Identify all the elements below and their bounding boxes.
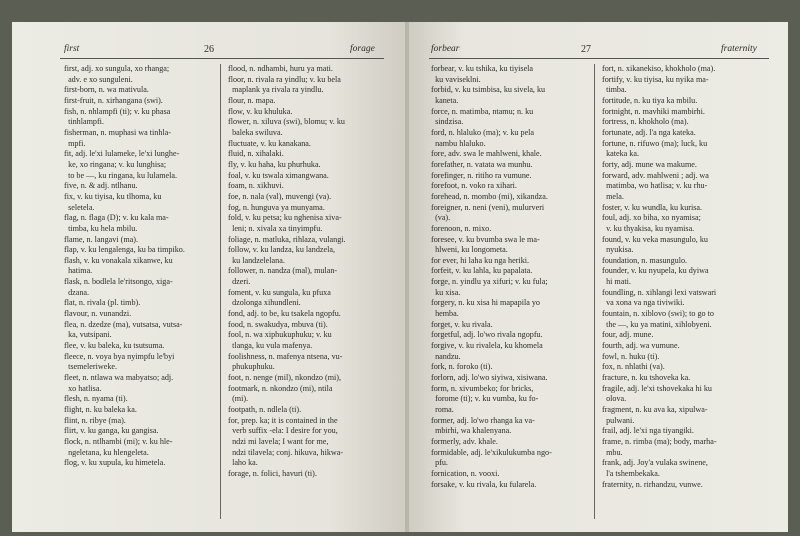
dictionary-line: forget, v. ku rivala. [431, 319, 493, 329]
dictionary-line: (va). [431, 213, 451, 223]
left-page-column-2 [228, 64, 346, 480]
dictionary-line: fortress, n. khokholo (ma). [602, 117, 689, 127]
dictionary-line: timba, ku hela mbilu. [64, 223, 138, 233]
header-rule [429, 58, 769, 59]
dictionary-line: follow, v. ku landza, ku landzela, [228, 245, 336, 255]
dictionary-line: flame, n. langavi (ma). [64, 234, 138, 244]
dictionary-line: flood, n. ndhambi, huru ya mati. [228, 64, 333, 73]
dictionary-line: floor, n. rivala ra yindlu; v. ku bela [228, 74, 341, 84]
dictionary-line: flower, n. xiluva (swi), blomu; v. ku [228, 117, 345, 127]
dictionary-line: ndzi tilavela; conj. hikuva, hikwa- [228, 447, 344, 457]
dictionary-line: fortify, v. ku tiyisa, ku nyika ma- [602, 74, 709, 84]
dictionary-line: flesh, n. nyama (ti). [64, 394, 128, 404]
dictionary-line: nyukisa. [602, 245, 634, 255]
dictionary-line: pfu. [431, 458, 448, 468]
dictionary-line: fool, n. wa xiphukuphuku; v. ku [228, 330, 332, 340]
dictionary-line: for, prep. ka; it is contained in the [228, 415, 338, 425]
left-page-header-first: first [64, 44, 80, 54]
dictionary-line: fortune, n. rifuwo (ma); luck, ku [602, 138, 708, 148]
dictionary-line: timba. [602, 85, 627, 95]
dictionary-line: fog, n. hunguva ya munyama. [228, 202, 325, 212]
dictionary-line: flint, n. ribye (ma). [64, 415, 126, 425]
dictionary-line: tlanga, ku vula mafenya. [228, 341, 313, 351]
dictionary-line: hatima. [64, 266, 93, 276]
dictionary-line: mbirhi, wa khalenyana. [431, 426, 512, 436]
dictionary-line: frank, adj. Joy'a vulaka swinene, [602, 458, 708, 468]
dictionary-line: forage, n. folici, havuri (ti). [228, 468, 317, 478]
dictionary-line: fraternity, n. rirhandzu, vunwe. [602, 479, 703, 489]
dictionary-line: fountain, n. xiblovo (swi); to go to [602, 309, 714, 319]
dictionary-line: forlorn, adj. lo'wo siyiwa, xisiwana. [431, 373, 548, 383]
dictionary-line: follower, n. nandza (mal), mulan- [228, 266, 338, 276]
left-page-number: 26 [204, 44, 214, 55]
dictionary-line: foam, n. xikhuvi. [228, 181, 284, 191]
right-page [409, 22, 788, 532]
dictionary-line: l'a tshembekaka. [602, 468, 660, 478]
dictionary-line: fort, n. xikanekiso, khokholo (ma). [602, 64, 716, 73]
dictionary-line: founder, v. ku nyupela, ku dyiwa [602, 266, 709, 276]
dictionary-line: flea, n. dzedze (ma), vutsatsa, vutsa- [64, 319, 183, 329]
dictionary-line: mbu. [602, 447, 623, 457]
dictionary-line: foe, n. nala (val), muvengi (va). [228, 191, 332, 201]
dictionary-line: foster, v. ku wundla, ku kurisa. [602, 202, 703, 212]
dictionary-line: baleka swiluva. [228, 127, 283, 137]
dictionary-line: foreigner, n. neni (veni), mulurveri [431, 202, 545, 212]
dictionary-line: ndzi mi lavela; I want for me, [228, 436, 329, 446]
dictionary-line: tinhlampfi. [64, 117, 104, 127]
dictionary-line: forgetful, adj. lo'wo rivala ngopfu. [431, 330, 543, 340]
dictionary-line: force, n. matimba, ntamu; n. ku [431, 106, 534, 116]
dictionary-line: formidable, adj. le'xikulukumba ngo- [431, 447, 552, 457]
dictionary-line: fragment, n. ku ava ka, xipulwa- [602, 405, 708, 414]
dictionary-line: ku landzelelana. [228, 255, 285, 265]
dictionary-line: footmark, n. nkondzo (mi), ntila [228, 383, 333, 393]
left-page-column-1 [64, 64, 185, 469]
dictionary-line: fluctuate, v. ku kanakana. [228, 138, 311, 148]
dictionary-line: four, adj. mune. [602, 330, 654, 340]
dictionary-line: roma. [431, 405, 454, 414]
left-page-header-last: forage [350, 44, 375, 54]
dictionary-line: forehead, n. mombo (mi), xikandza. [431, 191, 548, 201]
right-page-column-2 [602, 64, 717, 490]
dictionary-line: flee, v. ku baleka, ku tsutsuma. [64, 341, 165, 351]
dictionary-line: flag, n. flaga (D); v. ku kala ma- [64, 213, 169, 223]
dictionary-line: to be —, ku ringana, ku lulamela. [64, 170, 178, 180]
dictionary-line: fracture, n. ku tshoveka ka. [602, 373, 691, 383]
dictionary-line: forgive, v. ku rivalela, ku khomela [431, 341, 543, 351]
dictionary-line: forge, n. yindlu ya xifuri; v. ku fula; [431, 277, 548, 287]
dictionary-line: flash, v. ku vonakala xikanwe, ku [64, 255, 173, 265]
dictionary-line: ku vaviseklni. [431, 74, 481, 84]
dictionary-line: foresee, v. ku bvumba swa le ma- [431, 234, 540, 244]
dictionary-line: phukuphuku. [228, 362, 275, 372]
dictionary-line: fish, n. nhlampfi (ti); v. ku phasa [64, 106, 171, 116]
dictionary-line: va xona va nga tiviwiki. [602, 298, 685, 308]
dictionary-line: v. ku thyakisa, ku nyamisa. [602, 223, 695, 233]
dictionary-line: ngeletana, ku hlengeleta. [64, 447, 149, 457]
dictionary-line: adv. e xo sunguleni. [64, 74, 133, 84]
dictionary-line: foundation, n. masungulo. [602, 255, 688, 265]
dictionary-line: dzolonga xihundleni. [228, 298, 301, 308]
dictionary-line: fortitude, n. ku tiya ka mbilu. [602, 95, 698, 105]
dictionary-line: laho ka. [228, 458, 258, 468]
left-page [12, 22, 407, 532]
dictionary-line: hi mati. [602, 277, 631, 287]
dictionary-line: fore, adv. swa le mahlweni, khale. [431, 149, 542, 159]
dictionary-line: fond, adj. to be, ku tsakela ngopfu. [228, 309, 341, 319]
dictionary-line: foliage, n. matluka, rihlaza, vulangi. [228, 234, 346, 244]
dictionary-line: forenoon, n. mixo. [431, 223, 492, 233]
dictionary-line: footpath, n. ndlela (ti). [228, 405, 302, 414]
dictionary-line: forsake, v. ku rivala, ku fularela. [431, 479, 537, 489]
dictionary-line: forbid, v. ku tsimbisa, ku sivela, ku [431, 85, 546, 95]
dictionary-line: ku xisa. [431, 287, 461, 297]
dictionary-line: kaneta. [431, 95, 459, 105]
dictionary-line: flat, n. rivala (pl. timb). [64, 298, 141, 308]
dictionary-line: for ever, hi laha ku nga heriki. [431, 255, 530, 265]
dictionary-line: form, n. xivumbeko; for bricks, [431, 383, 534, 393]
dictionary-line: seletela. [64, 202, 95, 212]
dictionary-line: tsemeleriweke. [64, 362, 118, 372]
dictionary-line: maplank ya rivala ra yindlu. [228, 85, 324, 95]
dictionary-line: fortnight, n. mavhiki mambirhi. [602, 106, 705, 116]
dictionary-line: first-born, n. wa mativula. [64, 85, 149, 95]
dictionary-line: mela. [602, 191, 624, 201]
dictionary-line: frame, n. rimba (ma); body, marha- [602, 436, 717, 446]
dictionary-line: leni; n. xivala xa tinyimpfu. [228, 223, 323, 233]
dictionary-line: flavour, n. vunandzi. [64, 309, 132, 319]
dictionary-line: fourth, adj. wa vumune. [602, 341, 680, 351]
dictionary-line: (mi). [228, 394, 249, 404]
dictionary-line: formerly, adv. khale. [431, 436, 498, 446]
dictionary-line: foul, adj. xo biha, xo nyamisa; [602, 213, 701, 223]
right-page-column-1 [431, 64, 552, 490]
right-page-number: 27 [581, 44, 591, 55]
dictionary-line: foot, n. nenge (mil), nkondzo (mi), [228, 373, 342, 383]
dictionary-line: fly, v. ku haha, ku phurhuka. [228, 159, 321, 169]
dictionary-line: pulwani. [602, 415, 635, 425]
dictionary-line: fisherman, n. muphasi wa tinhla- [64, 127, 171, 137]
dictionary-line: first-fruit, n. xirhangana (swi). [64, 95, 163, 105]
dictionary-line: forfeit, v. ku lahla, ku papalata. [431, 266, 533, 276]
dictionary-line: dzana. [64, 287, 90, 297]
dictionary-line: foal, v. ku tswala ximangwana. [228, 170, 329, 180]
right-page-header-first: forbear [431, 44, 460, 54]
dictionary-line: ke, xo ringana; v. ku lunghisa; [64, 159, 167, 169]
dictionary-line: forgery, n. ku xisa hi mapapila yo [431, 298, 540, 308]
dictionary-line: xo hatlisa. [64, 383, 102, 393]
dictionary-line: hlweni, ku longometa. [431, 245, 508, 255]
dictionary-line: fowl, n. huku (ti). [602, 351, 660, 361]
dictionary-line: dzeri. [228, 277, 251, 287]
dictionary-line: nandzu. [431, 351, 461, 361]
dictionary-line: fix, v. ku tiyisa, ku tlhoma, ku [64, 191, 162, 201]
column-divider [220, 64, 221, 519]
dictionary-line: kateka ka. [602, 149, 639, 159]
dictionary-line: frail, adj. le'xi nga tiyangiki. [602, 426, 694, 436]
dictionary-line: first, adj. xo sungula, xo rhanga; [64, 64, 170, 73]
dictionary-line: mpfi. [64, 138, 86, 148]
open-book [12, 22, 788, 532]
dictionary-line: forefoot, n. voko ra xihari. [431, 181, 517, 191]
dictionary-line: olova. [602, 394, 627, 404]
dictionary-line: matimba, wo hatlisa; v. ku rhu- [602, 181, 708, 191]
dictionary-line: flow, v. ku khuluka. [228, 106, 293, 116]
dictionary-line: forbear, v. ku tshika, ku tiyisela [431, 64, 534, 73]
dictionary-line: flour, n. mapa. [228, 95, 276, 105]
dictionary-line: forome (ti); v. ku vumba, ku fo- [431, 394, 539, 404]
dictionary-line: forefather, n. vatata wa munhu. [431, 159, 533, 169]
dictionary-line: fold, v. ku petsa; ku nghenisa xiva- [228, 213, 342, 223]
dictionary-line: forward, adv. mahlweni ; adj. wa [602, 170, 709, 180]
dictionary-line: forefinger, n. ritiho ra vumune. [431, 170, 532, 180]
dictionary-line: fornication, n. vooxi. [431, 468, 500, 478]
dictionary-line: forty, adj. mune wa makume. [602, 159, 697, 169]
dictionary-line: fluid, n. xihalaki. [228, 149, 284, 159]
column-divider [594, 64, 595, 519]
dictionary-line: fragile, adj. le'xi tshovekaka hi ku [602, 383, 712, 393]
dictionary-line: foundling, n. xihlangi lexi vatswari [602, 287, 717, 297]
dictionary-line: flock, n. ntlhambi (mi); v. ku hle- [64, 436, 173, 446]
dictionary-line: flap, v. ku lengalenga, ku ba timpiko. [64, 245, 185, 255]
dictionary-line: five, n. & adj. ntlhanu. [64, 181, 138, 191]
dictionary-line: ford, n. hlaluko (ma); v. ku pela [431, 127, 535, 137]
dictionary-line: the —, ku ya matini, xihlobyeni. [602, 319, 712, 329]
dictionary-line: flight, n. ku baleka ka. [64, 405, 137, 414]
dictionary-line: former, adj. lo'wo rhanga ka va- [431, 415, 535, 425]
dictionary-line: ka, vutsipani. [64, 330, 112, 340]
dictionary-line: fleece, n. voya bya nyimpfu le'byi [64, 351, 175, 361]
dictionary-line: food, n. swakudya, mbuva (ti). [228, 319, 328, 329]
dictionary-line: fox, n. nhlathi (va). [602, 362, 665, 372]
dictionary-line: fleet, n. ntlawa wa mabyatso; adj. [64, 373, 174, 383]
header-rule [60, 58, 384, 59]
dictionary-line: flask, n. bodlela le'ritsongo, xiga- [64, 277, 173, 287]
dictionary-line: hemba. [431, 309, 459, 319]
dictionary-line: foolishness, n. mafenya ntsena, vu- [228, 351, 343, 361]
right-page-header-last: fraternity [721, 44, 757, 54]
dictionary-line: found, v. ku veka masungulo, ku [602, 234, 708, 244]
dictionary-line: sindzisa. [431, 117, 464, 127]
dictionary-line: fortunate, adj. l'a nga kateka. [602, 127, 696, 137]
dictionary-line: flog, v. ku xupula, ku himetela. [64, 458, 166, 468]
dictionary-line: nambu hlaluko. [431, 138, 486, 148]
dictionary-line: fork, n. foroko (ti). [431, 362, 493, 372]
dictionary-line: foment, v. ku sungula, ku pfuxa [228, 287, 331, 297]
dictionary-line: flirt, v. ku ganga, ku gangisa. [64, 426, 159, 436]
dictionary-line: verb suffix -ela: I desire for you, [228, 426, 338, 436]
dictionary-line: fit, adj. le'xi lulameke, le'xi lunghe- [64, 149, 180, 159]
